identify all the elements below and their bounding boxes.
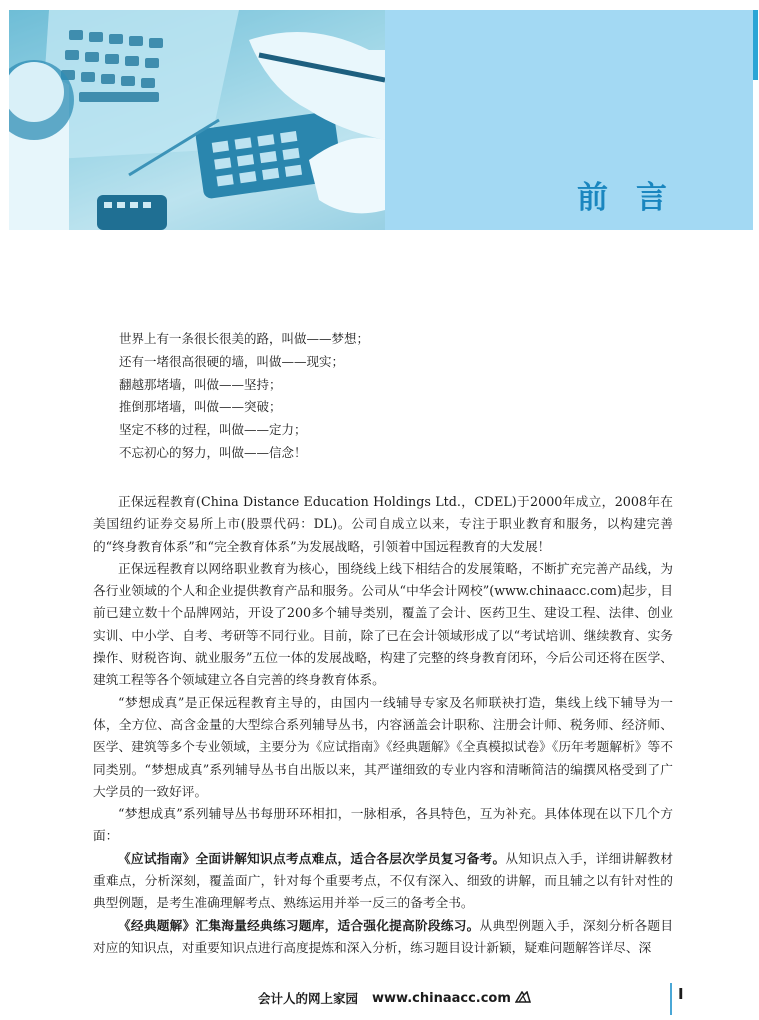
poem-line: 推倒那堵墙，叫做——突破； <box>119 399 282 415</box>
poem-line: 还有一堵很高很硬的墙，叫做——现实； <box>119 353 345 369</box>
header-photo <box>9 10 385 230</box>
paragraph-text: 正保远程教育以网络职业教育为核心，围绕线上线下相结合的发展策略，不断扩充完善产品线，为各行业领域的个人和企业提供教育产品和服务。公司从“中华会计网校”(www.chinaacc.com)起步，目前已建立数十个品牌网站，开设了200多个辅导类别，覆盖了会计、医药卫生、建设工程、法律、创业实训、中小学、自考、考研等不同行业。目前，除了已在会计领域形成了以“考试培训、继续教育、实务操作、财税咨询、就业服务”五位一体的发展战略，构建了完整的终身教育闭环，今后公司还将在医学、建筑工程等各个领域建立各自完善的终身教育体系。 <box>93 560 673 688</box>
paragraph-text: 正保远程教育(China Distance Education Holdings Ltd.，CDEL)于2000年成立，2008年在美国纽约证券交易所上市(股票代码：DL)。公司自成立以来，专注于职业教育和服务，以构建完善的“终身教育体系”和“完全教育体系”为发展战略，引领着中国远程教育的大发展！ <box>93 494 673 554</box>
page-number: I <box>678 985 684 1003</box>
paragraph <box>93 915 673 960</box>
header-accent-bar <box>753 10 758 80</box>
paragraph <box>93 692 673 803</box>
poem-line: 不忘初心的努力，叫做——信念！ <box>119 444 307 460</box>
paragraph-text: 从典型例题入手，深刻分析各题目对应的知识点，对重要知识点进行高度提炼和深入分析，练习题目设计新颖，疑难问题解答详尽、深 <box>93 917 674 955</box>
paragraph <box>93 491 673 558</box>
paragraph-text: “梦想成真”是正保远程教育主导的，由国内一线辅导专家及名师联袂打造，集线上线下辅导为一体，全方位、高含金量的大型综合系列辅导丛书，内容涵盖会计职称、注册会计师、税务师、经济师、医学、建筑等多个专业领域，主要分为《应试指南》《经典题解》《全真模拟试卷》《历年考题解析》等不同类别。“梦想成真”系列辅导丛书自出版以来，其严谨细致的专业内容和清晰简洁的编撰风格受到了广大学员的一致好评。 <box>93 694 673 799</box>
paragraph <box>93 803 673 848</box>
paragraph-lead: 《应试指南》全面讲解知识点考点难点，适合各层次学员复习备考。 <box>118 850 506 866</box>
chinaacc-logo-icon <box>515 991 531 1006</box>
paragraph-lead: 《经典题解》汇集海量经典练习题库，适合强化提高阶段练习。 <box>118 917 480 933</box>
page-title: 前言 <box>577 180 695 216</box>
poem-line: 翻越那堵墙，叫做——坚持； <box>119 376 282 392</box>
poem-line: 坚定不移的过程，叫做——定力； <box>119 422 307 438</box>
paragraph-text: “梦想成真”系列辅导丛书每册环环相扣，一脉相承，各具特色，互为补充。具体体现在以下几个方面： <box>93 806 673 844</box>
footer-slogan: 会计人的网上家园 <box>258 991 359 1006</box>
footer <box>258 989 531 1007</box>
paragraph <box>93 558 673 692</box>
poem-line: 世界上有一条很长很美的路，叫做——梦想； <box>119 331 370 346</box>
paragraph-text: 从知识点入手，详细讲解教材重难点，分析深刻，覆盖面广，针对每个重要考点，不仅有深入、细致的讲解，而且辅之以有针对性的典型例题，是考生准确理解考点、熟练运用并举一反三的备考全书。 <box>93 850 674 911</box>
footer-divider <box>670 983 672 1015</box>
paragraph <box>93 848 673 915</box>
header-panel <box>385 10 753 230</box>
body-text <box>93 491 673 959</box>
footer-url: www.chinaacc.com <box>372 990 511 1006</box>
poem <box>119 328 539 465</box>
